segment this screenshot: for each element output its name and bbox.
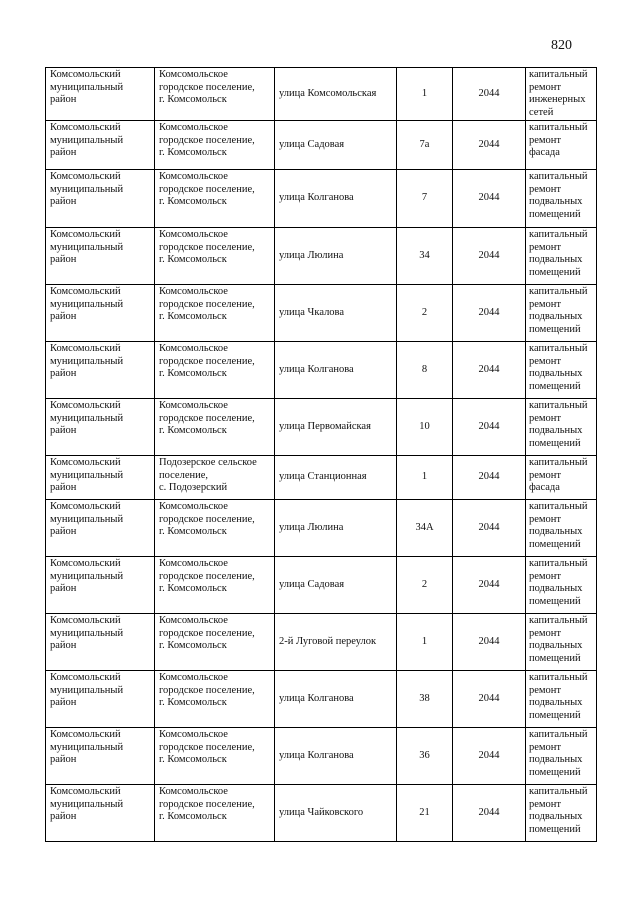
table-row xyxy=(46,399,597,456)
table-row xyxy=(46,500,597,557)
work-type-cell: капитальный ремонт подвальных помещений xyxy=(526,285,597,342)
street-cell: 2-й Луговой переулок xyxy=(275,614,397,671)
year-cell: 2044 xyxy=(453,500,526,557)
table-row xyxy=(46,785,597,842)
table-row xyxy=(46,728,597,785)
table-row xyxy=(46,342,597,399)
settlement-cell: Подозерское сельское поселение, с. Подозерский xyxy=(155,456,275,500)
work-type-cell: капитальный ремонт подвальных помещений xyxy=(526,614,597,671)
work-type-cell: капитальный ремонт подвальных помещений xyxy=(526,228,597,285)
table-row xyxy=(46,614,597,671)
settlement-cell: Комсомольское городское поселение, г. Комсомольск xyxy=(155,614,275,671)
street-cell: улица Колганова xyxy=(275,728,397,785)
page-number: 820 xyxy=(551,38,572,53)
district-cell: Комсомольский муниципальный район xyxy=(46,785,155,842)
year-cell: 2044 xyxy=(453,728,526,785)
settlement-cell: Комсомольское городское поселение, г. Комсомольск xyxy=(155,728,275,785)
street-cell: улица Люлина xyxy=(275,228,397,285)
table-row xyxy=(46,456,597,500)
work-type-cell: капитальный ремонт подвальных помещений xyxy=(526,728,597,785)
settlement-cell: Комсомольское городское поселение, г. Комсомольск xyxy=(155,342,275,399)
district-cell: Комсомольский муниципальный район xyxy=(46,500,155,557)
work-type-cell: капитальный ремонт фасада xyxy=(526,456,597,500)
table-row xyxy=(46,170,597,228)
year-cell: 2044 xyxy=(453,456,526,500)
work-type-cell: капитальный ремонт подвальных помещений xyxy=(526,170,597,228)
district-cell: Комсомольский муниципальный район xyxy=(46,68,155,121)
year-cell: 2044 xyxy=(453,68,526,121)
year-cell: 2044 xyxy=(453,785,526,842)
district-cell: Комсомольский муниципальный район xyxy=(46,121,155,170)
year-cell: 2044 xyxy=(453,557,526,614)
district-cell: Комсомольский муниципальный район xyxy=(46,456,155,500)
street-cell: улица Колганова xyxy=(275,342,397,399)
year-cell: 2044 xyxy=(453,228,526,285)
street-cell: улица Комсомольская xyxy=(275,68,397,121)
street-cell: улица Чайковского xyxy=(275,785,397,842)
table-body xyxy=(46,68,597,842)
house-number-cell: 2 xyxy=(397,557,453,614)
settlement-cell: Комсомольское городское поселение, г. Комсомольск xyxy=(155,170,275,228)
house-number-cell: 7 xyxy=(397,170,453,228)
district-cell: Комсомольский муниципальный район xyxy=(46,170,155,228)
year-cell: 2044 xyxy=(453,121,526,170)
work-type-cell: капитальный ремонт инженерных сетей xyxy=(526,68,597,121)
street-cell: улица Садовая xyxy=(275,557,397,614)
work-type-cell: капитальный ремонт подвальных помещений xyxy=(526,671,597,728)
year-cell: 2044 xyxy=(453,170,526,228)
district-cell: Комсомольский муниципальный район xyxy=(46,342,155,399)
settlement-cell: Комсомольское городское поселение, г. Комсомольск xyxy=(155,399,275,456)
district-cell: Комсомольский муниципальный район xyxy=(46,557,155,614)
street-cell: улица Колганова xyxy=(275,170,397,228)
year-cell: 2044 xyxy=(453,342,526,399)
table-row xyxy=(46,557,597,614)
table-row xyxy=(46,671,597,728)
table-row xyxy=(46,285,597,342)
house-number-cell: 1 xyxy=(397,456,453,500)
street-cell: улица Колганова xyxy=(275,671,397,728)
house-number-cell: 7а xyxy=(397,121,453,170)
house-number-cell: 2 xyxy=(397,285,453,342)
house-number-cell: 36 xyxy=(397,728,453,785)
district-cell: Комсомольский муниципальный район xyxy=(46,285,155,342)
work-type-cell: капитальный ремонт фасада xyxy=(526,121,597,170)
district-cell: Комсомольский муниципальный район xyxy=(46,228,155,285)
settlement-cell: Комсомольское городское поселение, г. Комсомольск xyxy=(155,785,275,842)
house-number-cell: 34 xyxy=(397,228,453,285)
street-cell: улица Станционная xyxy=(275,456,397,500)
settlement-cell: Комсомольское городское поселение, г. Комсомольск xyxy=(155,557,275,614)
work-type-cell: капитальный ремонт подвальных помещений xyxy=(526,342,597,399)
year-cell: 2044 xyxy=(453,285,526,342)
year-cell: 2044 xyxy=(453,614,526,671)
district-cell: Комсомольский муниципальный район xyxy=(46,399,155,456)
street-cell: улица Первомайская xyxy=(275,399,397,456)
settlement-cell: Комсомольское городское поселение, г. Комсомольск xyxy=(155,500,275,557)
house-number-cell: 1 xyxy=(397,614,453,671)
street-cell: улица Садовая xyxy=(275,121,397,170)
table-row xyxy=(46,121,597,170)
year-cell: 2044 xyxy=(453,671,526,728)
work-type-cell: капитальный ремонт подвальных помещений xyxy=(526,785,597,842)
house-number-cell: 38 xyxy=(397,671,453,728)
street-cell: улица Чкалова xyxy=(275,285,397,342)
settlement-cell: Комсомольское городское поселение, г. Комсомольск xyxy=(155,121,275,170)
year-cell: 2044 xyxy=(453,399,526,456)
house-number-cell: 34А xyxy=(397,500,453,557)
street-cell: улица Люлина xyxy=(275,500,397,557)
house-number-cell: 21 xyxy=(397,785,453,842)
work-type-cell: капитальный ремонт подвальных помещений xyxy=(526,399,597,456)
table-row xyxy=(46,68,597,121)
house-number-cell: 8 xyxy=(397,342,453,399)
repair-schedule-table xyxy=(45,67,597,842)
house-number-cell: 10 xyxy=(397,399,453,456)
work-type-cell: капитальный ремонт подвальных помещений xyxy=(526,557,597,614)
settlement-cell: Комсомольское городское поселение, г. Комсомольск xyxy=(155,228,275,285)
settlement-cell: Комсомольское городское поселение, г. Комсомольск xyxy=(155,671,275,728)
house-number-cell: 1 xyxy=(397,68,453,121)
settlement-cell: Комсомольское городское поселение, г. Комсомольск xyxy=(155,285,275,342)
district-cell: Комсомольский муниципальный район xyxy=(46,671,155,728)
table-row xyxy=(46,228,597,285)
district-cell: Комсомольский муниципальный район xyxy=(46,614,155,671)
district-cell: Комсомольский муниципальный район xyxy=(46,728,155,785)
work-type-cell: капитальный ремонт подвальных помещений xyxy=(526,500,597,557)
settlement-cell: Комсомольское городское поселение, г. Комсомольск xyxy=(155,68,275,121)
